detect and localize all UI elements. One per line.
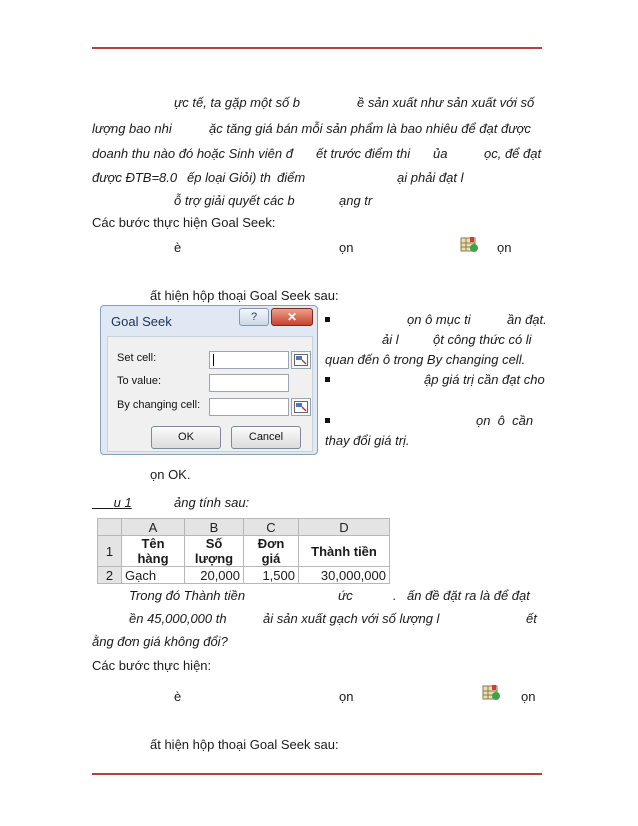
step1-part-a: è <box>174 240 182 255</box>
cell-b2[interactable]: 20,000 <box>185 567 244 584</box>
note3-b: thay đổi giá trị. <box>325 433 410 448</box>
goal-seek-dialog <box>100 305 318 455</box>
row-header-2: 2 <box>98 567 122 584</box>
para2-line1d: ấn đề đặt ra là để đạt <box>407 588 530 603</box>
column-header-d: D <box>299 519 390 536</box>
note1-e: quan đến ô trong By changing cell. <box>325 352 526 367</box>
range-select-icon <box>294 354 308 366</box>
ok-step-text: ọn OK. <box>150 467 191 482</box>
bullet-icon <box>325 418 330 423</box>
header-cell-thanh-tien[interactable]: Thành tiền <box>299 536 390 567</box>
ok-button[interactable]: OK <box>151 426 221 449</box>
bullet-icon <box>325 377 330 382</box>
step1-part-b: ọn <box>339 240 354 255</box>
example-text: ảng tính sau: <box>174 495 250 510</box>
text-caret <box>213 354 214 366</box>
para1-line5b: ạng tr <box>339 193 373 208</box>
para1-line4b: ếp loại Giỏi) th <box>187 170 271 185</box>
para1-line2b: ặc tăng giá bán mỗi sản phẩm là bao nhiêu để đạt được <box>209 121 531 136</box>
goal-seek-icon <box>482 684 502 702</box>
note1-c: ải l <box>382 332 399 347</box>
steps2-heading: Các bước thực hiện: <box>92 658 212 673</box>
set-cell-input[interactable] <box>209 351 289 369</box>
example-label <box>92 495 132 511</box>
by-changing-cell-label: By changing cell: <box>117 399 201 411</box>
column-header-c: C <box>244 519 299 536</box>
example-label-text: u 1 <box>113 495 132 510</box>
para1-line3c: ủa <box>433 146 448 161</box>
help-button[interactable]: ? <box>239 308 269 326</box>
note1-d: ột công thức có li <box>433 332 532 347</box>
para1-line3d: ọc, để đạt <box>484 146 542 161</box>
note1-a: ọn ô mục ti <box>407 312 471 327</box>
header-cell-so-luong[interactable]: Số lượng <box>185 536 244 567</box>
para2-line2a: ền 45,000,000 th <box>129 611 227 626</box>
para2-line1a: Trong đó Thành tiền <box>129 588 246 603</box>
set-cell-label: Set cell: <box>117 352 157 364</box>
para1-line4a: được ĐTB=8.0 <box>92 170 178 185</box>
para1-line4d: ại phải đạt l <box>397 170 464 185</box>
range-select-icon <box>294 401 308 413</box>
header-cell-don-gia[interactable]: Đơn giá <box>244 536 299 567</box>
cancel-button[interactable]: Cancel <box>231 426 301 449</box>
top-rule <box>92 47 542 49</box>
para1-line5a: ỗ trợ giải quyết các b <box>174 193 295 208</box>
dialog-title: Goal Seek <box>111 314 172 329</box>
para1-line4c: điểm <box>277 170 306 185</box>
para1-line1b: ề sản xuất như sản xuất với số <box>357 95 535 110</box>
step2-part-a: è <box>174 689 182 704</box>
para1-line1a: ực tế, ta gặp một số b <box>174 95 301 110</box>
column-header-b: B <box>185 519 244 536</box>
para2-line3: ằng đơn giá không đổi? <box>92 634 228 649</box>
step2-part-b: ọn <box>339 689 354 704</box>
step2-part-c: ọn <box>521 689 536 704</box>
set-cell-ref-button[interactable] <box>291 351 311 369</box>
table-row <box>98 567 390 584</box>
to-value-input[interactable] <box>209 374 289 392</box>
appear-dialog-text-1: ất hiện hộp thoại Goal Seek sau: <box>150 288 339 303</box>
row-header-1: 1 <box>98 536 122 567</box>
by-changing-ref-button[interactable] <box>291 398 311 416</box>
spreadsheet-table <box>97 518 390 584</box>
para2-line1c: . <box>393 588 397 603</box>
para2-line2c: ết <box>526 611 537 626</box>
para2-line1b: ức <box>338 588 353 603</box>
column-header-a: A <box>122 519 185 536</box>
to-value-label: To value: <box>117 375 162 387</box>
goal-seek-icon <box>460 236 480 254</box>
column-header-row <box>98 519 390 536</box>
header-cell-ten-hang[interactable]: Tên hàng <box>122 536 185 567</box>
bottom-rule <box>92 773 542 775</box>
appear-dialog-text-2: ất hiện hộp thoại Goal Seek sau: <box>150 737 339 752</box>
corner-cell <box>98 519 122 536</box>
table-row <box>98 536 390 567</box>
para1-line2a: lượng bao nhi <box>92 121 172 136</box>
step1-part-c: ọn <box>497 240 512 255</box>
cell-c2[interactable]: 1,500 <box>244 567 299 584</box>
note3-a: ọn ô cần <box>476 413 534 428</box>
by-changing-cell-input[interactable] <box>209 398 289 416</box>
cell-d2[interactable]: 30,000,000 <box>299 567 390 584</box>
para1-line3b: ết trước điểm thi <box>316 146 411 161</box>
bullet-icon <box>325 317 330 322</box>
para1-line3a: doanh thu nào đó hoặc Sinh viên đ <box>92 146 293 161</box>
para2-line2b: ải sản xuất gạch với số lượng l <box>263 611 440 626</box>
note1-b: ần đạt. <box>507 312 547 327</box>
cell-a2[interactable]: Gạch <box>122 567 185 584</box>
note2-a: ập giá trị cần đạt cho <box>424 372 545 387</box>
close-button[interactable]: ✕ <box>271 308 313 326</box>
steps-heading: Các bước thực hiện Goal Seek: <box>92 215 276 230</box>
